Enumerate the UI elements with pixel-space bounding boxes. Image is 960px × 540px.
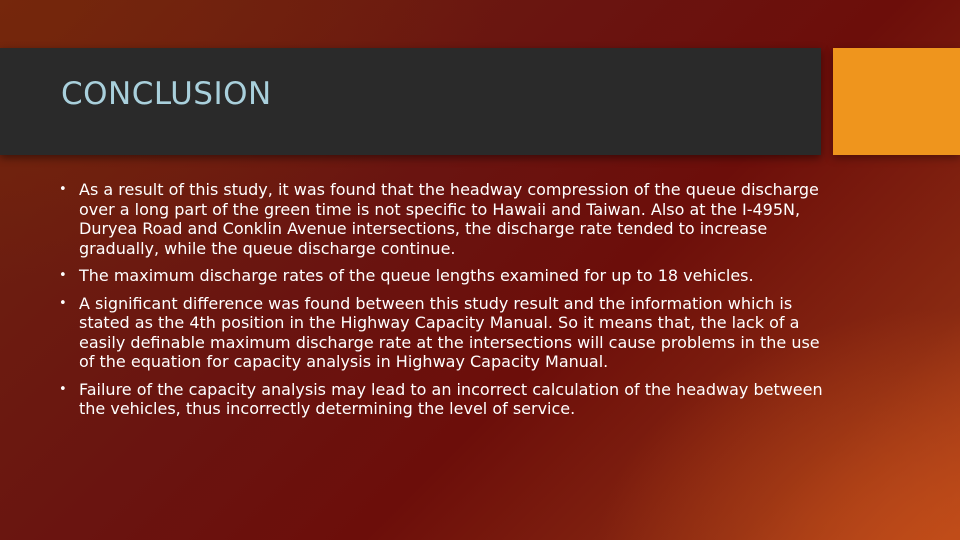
bullet-item bbox=[57, 294, 827, 372]
slide-title: CONCLUSION bbox=[61, 76, 272, 112]
bullet-text: As a result of this study, it was found that the headway compression of the queue discharge over a long part of the green time is not specific to Hawaii and Taiwan. Also at the I-495N, Duryea Road and Conklin Avenue intersections, the discharge rate tended to increase gradually, while the queue discharge continue. bbox=[79, 180, 819, 258]
bullet-icon: • bbox=[59, 268, 67, 283]
bullet-list bbox=[57, 180, 827, 427]
bullet-item bbox=[57, 180, 827, 258]
bullet-item bbox=[57, 380, 827, 419]
bullet-text: Failure of the capacity analysis may lead to an incorrect calculation of the headway between the vehicles, thus incorrectly determining the level of service. bbox=[79, 379, 823, 418]
bullet-icon: • bbox=[59, 182, 67, 197]
bullet-text: A significant difference was found between this study result and the information which is stated as the 4th position in the Highway Capacity Manual. So it means that, the lack of a easily definable maximum discharge rate at the intersections will cause problems in the use of the equation for capacity analysis in Highway Capacity Manual. bbox=[79, 293, 820, 371]
bullet-icon: • bbox=[59, 381, 67, 397]
bullet-item bbox=[57, 266, 827, 286]
accent-block bbox=[833, 48, 960, 155]
bullet-icon: • bbox=[59, 295, 67, 311]
bullet-text: The maximum discharge rates of the queue lengths examined for up to 18 vehicles. bbox=[79, 266, 754, 285]
